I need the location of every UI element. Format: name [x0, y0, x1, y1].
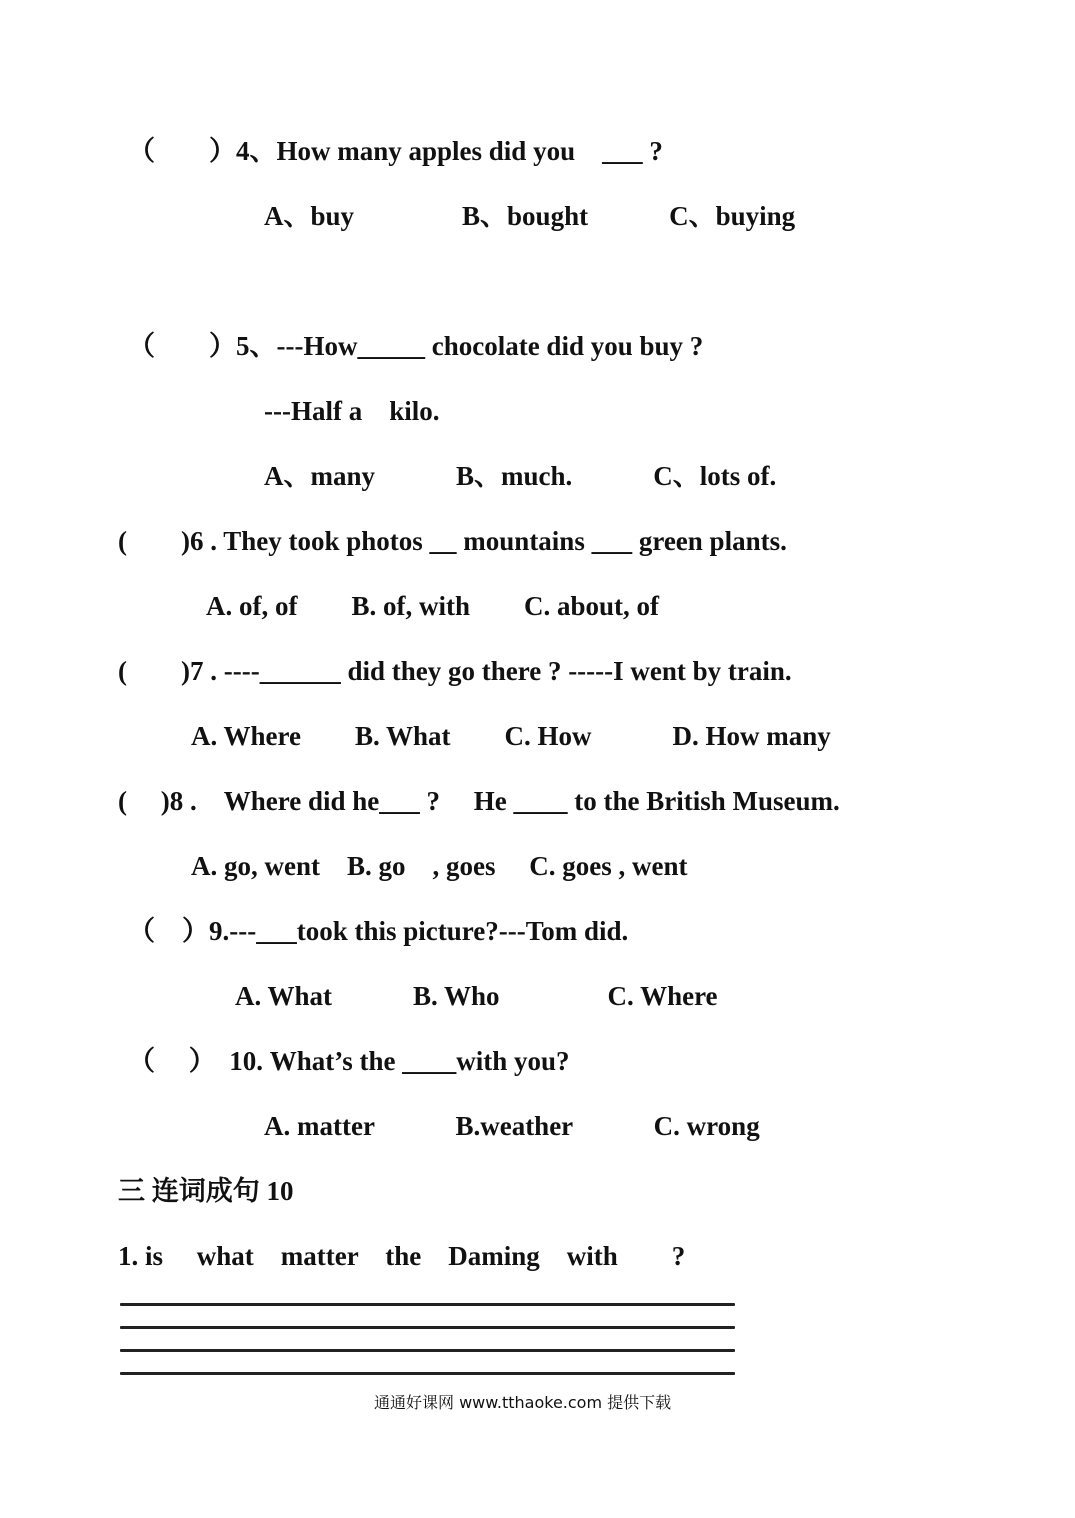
question-8-stem: ( )8 . Where did he___ ? He ____ to the British Museum. [118, 786, 840, 816]
section-3-item-1: 1. is what matter the Daming with ? [118, 1241, 686, 1271]
question-5-options: A、many B、much. C、lots of. [264, 461, 777, 491]
question-5-answer: ---Half a kilo. [264, 396, 440, 426]
question-7-options: A. Where B. What C. How D. How many [191, 721, 831, 751]
question-4-stem: （ ）4、How many apples did you ___ ? [128, 136, 663, 166]
answer-line [120, 1326, 735, 1329]
answer-line [120, 1303, 735, 1306]
question-6-options: A. of, of B. of, with C. about, of [206, 591, 660, 621]
question-5-stem: （ ）5、---How_____ chocolate did you buy ? [128, 331, 704, 361]
footer-credit: 通通好课网 www.tthaoke.com 提供下载 [374, 1393, 672, 1412]
question-10-options: A. matter B.weather C. wrong [264, 1111, 760, 1141]
question-8-options: A. go, went B. go , goes C. goes , went [191, 851, 688, 881]
question-10-stem: （ ） 10. What’s the ____with you? [128, 1046, 570, 1076]
question-7-stem: ( )7 . ----______ did they go there ? -----I went by train. [118, 656, 792, 686]
answer-line [120, 1349, 735, 1352]
question-6-stem: ( )6 . They took photos __ mountains ___ green plants. [118, 526, 787, 556]
answer-line [120, 1372, 735, 1375]
section-3-heading: 三 连词成句 10 [118, 1176, 294, 1206]
question-4-options: A、buy B、bought C、buying [264, 201, 796, 231]
question-9-stem: （ ）9.---___took this picture?---Tom did. [128, 916, 629, 946]
question-9-options: A. What B. Who C. Where [235, 981, 718, 1011]
